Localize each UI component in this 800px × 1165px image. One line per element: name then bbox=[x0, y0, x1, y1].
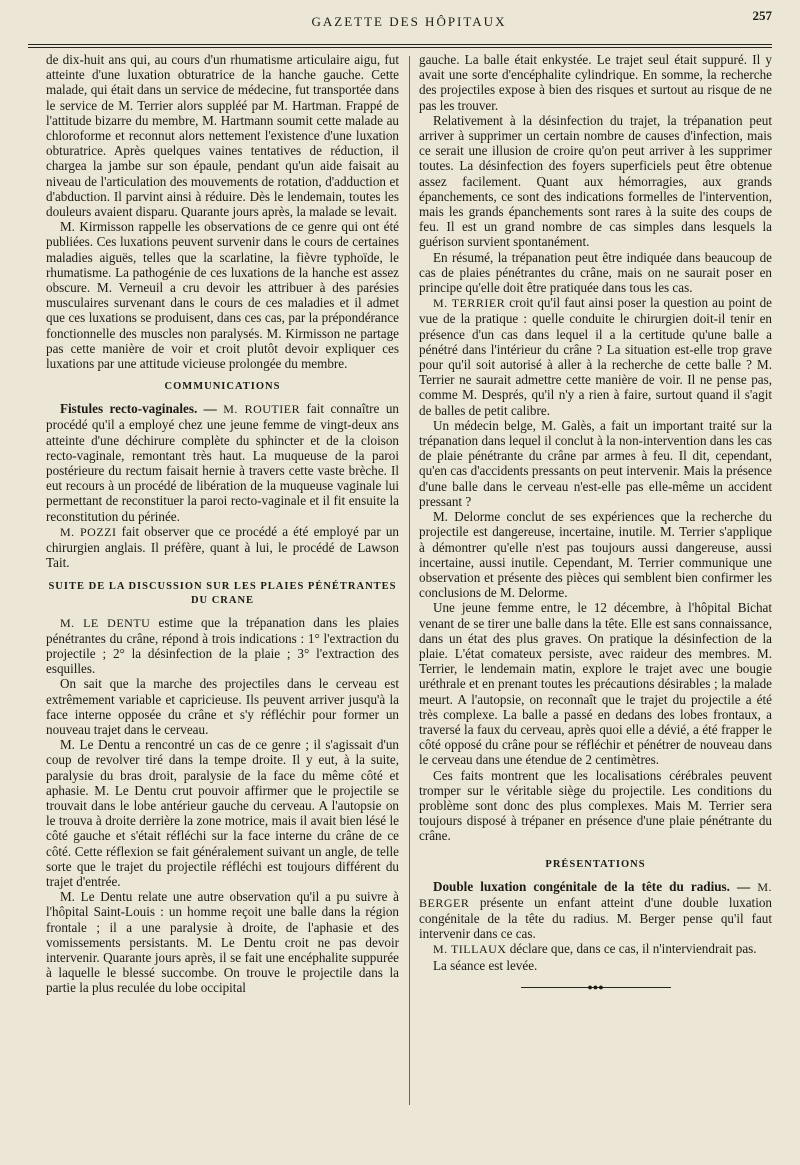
article-columns bbox=[46, 52, 772, 1155]
paragraph: Relativement à la désinfection du trajet, la trépanation peut arriver à supprimer un certain nombre de causes d'infection, mais ce serait une illusion de croire qu'on peut arriver à les supprimer toutes. La désinfection des foyers superficiels peut être obtenue assez facilement. Quant aux hémorragies, aux grands épanchements, ce sont des indications formelles de l'intervention, mais les grands épanchements sont rares à la suite des coups de feu. Il est un grand nombre de cas simples dans lesquels la guérison survient spontanément. bbox=[419, 112, 772, 250]
speaker-name: M. TERRIER bbox=[433, 296, 506, 311]
paragraph-lead: Double luxation congénitale de la tête du radius. — bbox=[433, 878, 751, 894]
right-column bbox=[419, 52, 772, 1155]
paragraph-text: fait connaître un procédé qu'il a employé chez une jeune femme de vingt-deux ans atteinte d'une déchirure complète du sphincter et de la cloison recto-vaginale, remontant très haut. La muqueuse de la paroi postérieure du rectum faisait hernie à travers cette vaste brèche. Il eut recours à un procédé de libération de la muqueuse vaginale lui permettant de reconstituer la paroi recto-vaginale et il fit ensuite la reconstitution du périnée. bbox=[46, 401, 399, 524]
ornament-dots: ●●● bbox=[587, 981, 604, 992]
end-ornament bbox=[521, 981, 671, 992]
paragraph bbox=[419, 879, 772, 942]
speaker-name: M. BERGER bbox=[419, 879, 772, 910]
header-rule bbox=[28, 44, 772, 48]
speaker-name: M. TILLAUX bbox=[433, 942, 507, 957]
paragraph bbox=[46, 401, 399, 524]
paragraph: M. Kirmisson rappelle les observations de ce genre qui ont été publiées. Ces luxations peuvent survenir dans le cours de certaines maladies aiguës, telles que la scarlatine, la fièvre typhoïde, le rhumatisme. La pathogénie de ces luxations de la hanche est assez obscure. M. Verneuil a cru devoir les attribuer à des parésies musculaires survenant dans le cours de ces maladies et il admet que ces luxations se produisent, dans ces cas, par la prépondérance fonctionnelle des muscles non paralysés. M. Kirmisson ne partage pas cette manière de voir et croit plutôt devoir expliquer ces luxations par une attitude vicieuse prolongée du membre. bbox=[46, 219, 399, 372]
paragraph-text: croit qu'il faut ainsi poser la question au point de vue de la pratique : quelle conduite le chirurgien doit-il tenir en présence d'un cas dans lequel il a la certitude qu'une balle a pénétré dans l'intérieur du crâne ? La situation est-elle trop grave pour qu'il soit autorisé à aller à la recherche de cette balle ? M. Terrier ne saurait admettre cette manière de voir. Il ne pense pas, comme M. Després, qu'il n'y a rien à faire, surtout quand il s'agit de balles de petit calibre. bbox=[419, 295, 772, 418]
paragraph: On sait que la marche des projectiles dans le cerveau est extrêmement variable et capricieuse. Ils peuvent arriver jusqu'à la face interne opposée du crâne et s'y réfléchir pour former un nouveau trajet dans le cerveau. bbox=[46, 676, 399, 737]
paragraph: de dix-huit ans qui, au cours d'un rhumatisme articulaire aigu, fut atteinte d'une luxation obturatrice de la hanche gauche. Cette malade, qui était dans un service de médecine, fut transportée dans le service de M. Terrier alors suppléé par M. Hartman. Frappé de l'attitude bizarre du membre, M. Hartmann soumit cette malade au chloroforme et reconnut alors nettement l'existence d'une luxation obturatrice. Après quelques vaines tentatives de réduction, il chargea la jambe sur son épaule, pendant qu'un aide faisait au niveau de l'articulation des mouvements de rotation, d'adduction et d'abduction. Il parvint ainsi à réduire. Dès le lendemain, toutes les douleurs avaient disparu. Quarante jours après, la malade se levait. bbox=[46, 52, 399, 220]
paragraph-text: fait observer que ce procédé a été employé par un chirurgien anglais. Il préfère, quant à lui, le procédé de Lawson Tait. bbox=[46, 523, 399, 571]
paragraph: M. Delorme conclut de ses expériences que la recherche du projectile est dangereuse, incertaine, inutile. M. Terrier s'applique à démontrer qu'elle n'est pas toujours aussi dangereuse, aussi incertaine, aussi inutile. Cependant, M. Terrier communique une observation et présente des pièces qui semblent bien confirmer les conclusions de M. Delorme. bbox=[419, 509, 772, 601]
paragraph bbox=[419, 941, 772, 957]
speaker-name: M. ROUTIER bbox=[223, 402, 301, 417]
paragraph: En résumé, la trépanation peut être indiquée dans beaucoup de cas de plaies pénétrantes du crâne, mais on ne saurait poser en principe qu'elle doit être pratiquée dans tous les cas. bbox=[419, 249, 772, 296]
paragraph: Ces faits montrent que les localisations cérébrales peuvent tromper sur le véritable siège du projectile. Les conditions du problème sont donc des plus complexes. Mais M. Terrier sera toujours disposé à trépaner en présence d'une plaie pénétrante du crâne. bbox=[419, 767, 772, 844]
paragraph: gauche. La balle était enkystée. Le trajet seul était suppuré. Il y avait une sorte d'encéphalite cylindrique. En somme, la recherche des projectiles expose à bien des risques et surtout au risque de ne pas les trouver. bbox=[419, 52, 772, 113]
paragraph-text: estime que la trépanation dans les plaies pénétrantes du crâne, répond à trois indications : 1° l'extraction du projectile ; 2° la désinfection de la plaie ; 3° l'extraction des esquilles. bbox=[46, 614, 399, 677]
paragraph bbox=[46, 615, 399, 677]
paragraph: Un médecin belge, M. Galès, a fait un important traité sur la trépanation dans lequel il conclut à la non-intervention dans les cas de plaie pénétrante du crâne par armes à feu. Il dit, cependant, qu'en cas d'accidents pressants on peut intervenir. Mais la présence d'une balle dans le cerveau n'est-elle pas elle-même un accident pressant ? bbox=[419, 417, 772, 509]
page-number: 257 bbox=[752, 8, 772, 23]
speaker-name: M. POZZI bbox=[60, 524, 117, 539]
paragraph bbox=[46, 524, 399, 571]
paragraph bbox=[419, 295, 772, 418]
left-column bbox=[46, 52, 399, 1155]
paragraph-text: présente un enfant atteint d'une double luxation congénitale de la tête du radius. M. Berger pense qu'il faut intervenir dans ce cas. bbox=[419, 894, 772, 942]
running-head bbox=[46, 8, 772, 36]
paragraph: M. Le Dentu relate une autre observation qu'il a pu suivre à l'hôpital Saint-Louis : un homme reçoit une balle dans la région frontale ; il a une paralysie à droite, de l'aphasie et des vomissements persistants. M. Le Dentu croit ne pas devoir intervenir. Quarante jours après, il se fait une encéphalite suppurée à laquelle le blessé succombe. On trouve le projectile dans la partie la plus reculée du lobe occipital bbox=[46, 889, 399, 996]
paragraph: Une jeune femme entre, le 12 décembre, à l'hôpital Bichat venant de se tirer une balle dans la tête. Elle est sans connaissance, dans un état des plus graves. On pratique la désinfection de la plaie. L'état comateux persiste, avec raideur des membres. M. Terrier, le lendemain matin, explore le trajet avec une bougie uréthrale et en prenant toutes les précautions désirables ; la malade meurt. A l'autopsie, on reconnaît que le trajet du projectile a été très complexe. La balle a passé en dedans des lobes frontaux, a traversé la faux du cerveau, après quoi elle a dévié, a été frapper le côté opposé du crâne pour se réfléchir et pénétrer de nouveau dans le cerveau dans une étendue de 2 centimètres. bbox=[419, 600, 772, 768]
section-heading-presentations: PRÉSENTATIONS bbox=[545, 858, 646, 870]
paragraph-text: déclare que, dans ce cas, il n'interviendrait pas. bbox=[506, 941, 757, 957]
paragraph-lead: Fistules recto-vaginales. — bbox=[60, 401, 217, 417]
section-heading-communications: COMMUNICATIONS bbox=[164, 381, 281, 393]
speaker-name: M. LE DENTU bbox=[60, 615, 151, 630]
page-title: GAZETTE DES HÔPITAUX bbox=[311, 14, 507, 29]
section-heading-suite: SUITE DE LA DISCUSSION SUR LES PLAIES PÉNÉTRANTES DU CRANE bbox=[48, 580, 397, 606]
closing-line: La séance est levée. bbox=[433, 957, 538, 973]
paragraph: M. Le Dentu a rencontré un cas de ce genre ; il s'agissait d'un coup de revolver tiré dans la tempe droite. Il y eut, à la suite, paralysie du bras droit, paralysie de la face du même côté et aphasie. M. Le Dentu crut pouvoir affirmer que le projectile se trouvait dans le lobe antérieur gauche du cerveau. A l'autopsie on le trouva à droite derrière la zone motrice, mais il avait bien lésé le côté gauche et s'était réfléchi sur la face interne du crâne de ce côté. Cette réflexion se fait généralement suivant un angle, de telle sorte que le trajet du projectile réfléchi est toujours différent du trajet d'entrée. bbox=[46, 737, 399, 889]
